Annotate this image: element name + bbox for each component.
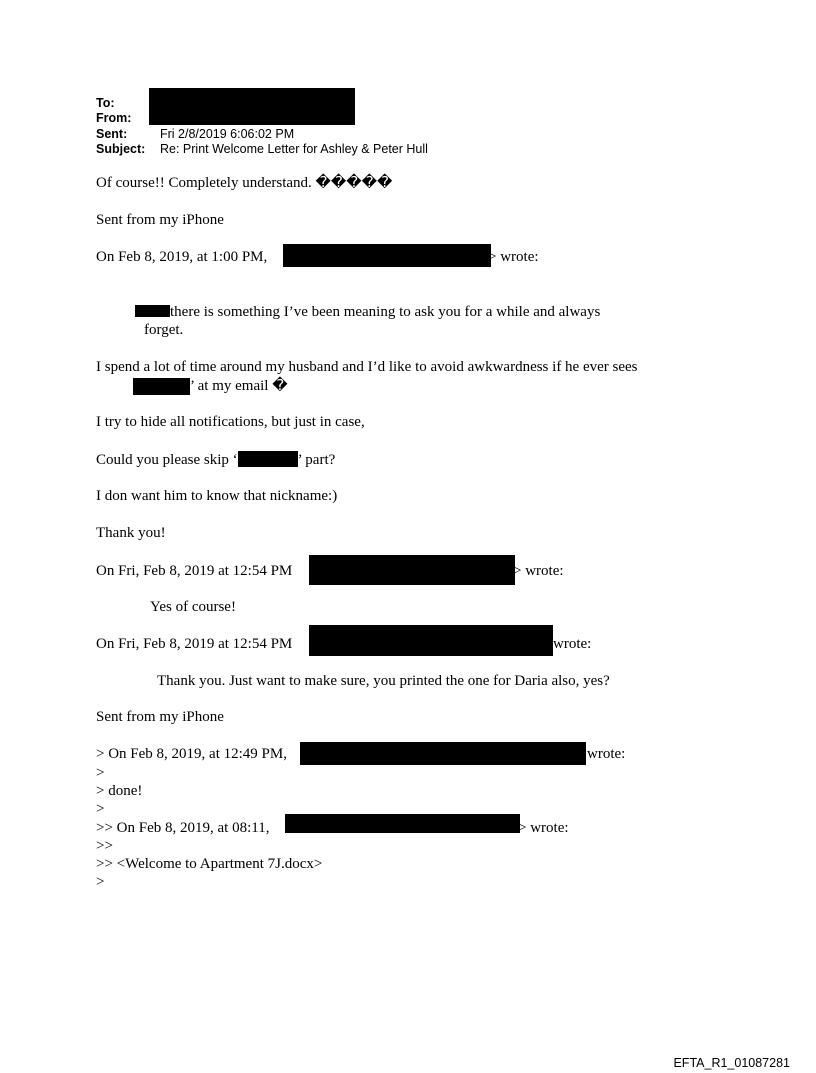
redaction-sender-2 [309,555,515,585]
redaction-sender-1 [283,244,491,267]
message-line-5: I don want him to know that nickname:) [96,488,338,504]
message-line-2b: ’ at my email � [190,378,288,394]
redaction-name-1 [135,305,170,317]
subject-row [96,142,428,157]
sent-label: Sent: [96,127,128,141]
quoted-done: > done! [96,783,143,799]
message-line-2a: I spend a lot of time around my husband and I’d like to avoid awkwardness if he ever sees [96,359,638,375]
message-line-4 [96,451,335,469]
quote-header-3-suffix: wrote: [553,636,592,652]
quoted-reply-2: Thank you. Just want to make sure, you printed the one for Daria also, yes? [157,673,610,689]
quote-header-2: On Fri, Feb 8, 2019 at 12:54 PM [96,563,293,579]
message-line-4-prefix: Could you please skip ‘ [96,452,238,468]
quote-marker: > [96,765,105,781]
quote-header-5: >> On Feb 8, 2019, at 08:11, [96,820,270,836]
redaction-nickname-1 [133,378,190,395]
redaction-sender-4 [300,742,586,765]
from-label: From: [96,111,132,125]
quoted-reply-1: Yes of course! [150,599,236,615]
quote-marker: > [96,874,105,890]
message-line-1a: there is something I’ve been meaning to ask you for a while and always [170,304,601,320]
quote-marker: >> [96,838,113,854]
sent-row [96,127,294,142]
subject-value: Re: Print Welcome Letter for Ashley & Peter Hull [160,142,428,156]
signature-line: Sent from my iPhone [96,212,224,228]
redaction-nickname-2 [238,451,298,467]
quote-marker: > [96,801,105,817]
attachment-line: >> <Welcome to Apartment 7J.docx> [96,856,323,872]
quoted-signature: Sent from my iPhone [96,709,224,725]
quote-header-1-suffix: > wrote: [488,249,539,265]
quote-header-4-suffix: wrote: [587,746,626,762]
sent-value: Fri 2/8/2019 6:06:02 PM [160,127,295,141]
document-id: EFTA_R1_01087281 [673,1056,790,1070]
quote-header-5-suffix: > wrote: [518,820,569,836]
message-line-1b: forget. [144,322,184,338]
redaction-sender-5 [285,814,520,833]
quote-header-1 [96,248,267,266]
redaction-block-header [149,88,355,125]
redaction-sender-3 [309,625,553,656]
quote-header-4: > On Feb 8, 2019, at 12:49 PM, [96,746,287,762]
quote-header-2-suffix: > wrote: [513,563,564,579]
quote-header-3: On Fri, Feb 8, 2019 at 12:54 PM [96,636,293,652]
message-line-3: I try to hide all notifications, but just in case, [96,414,365,430]
message-line-4-suffix: ’ part? [297,452,336,468]
subject-label: Subject: [96,142,146,156]
quote-header-1-prefix: On Feb 8, 2019, at 1:00 PM, [96,249,268,265]
to-label: To: [96,96,115,110]
reply-line: Of course!! Completely understand. ����� [96,175,393,191]
message-line-6: Thank you! [96,525,166,541]
